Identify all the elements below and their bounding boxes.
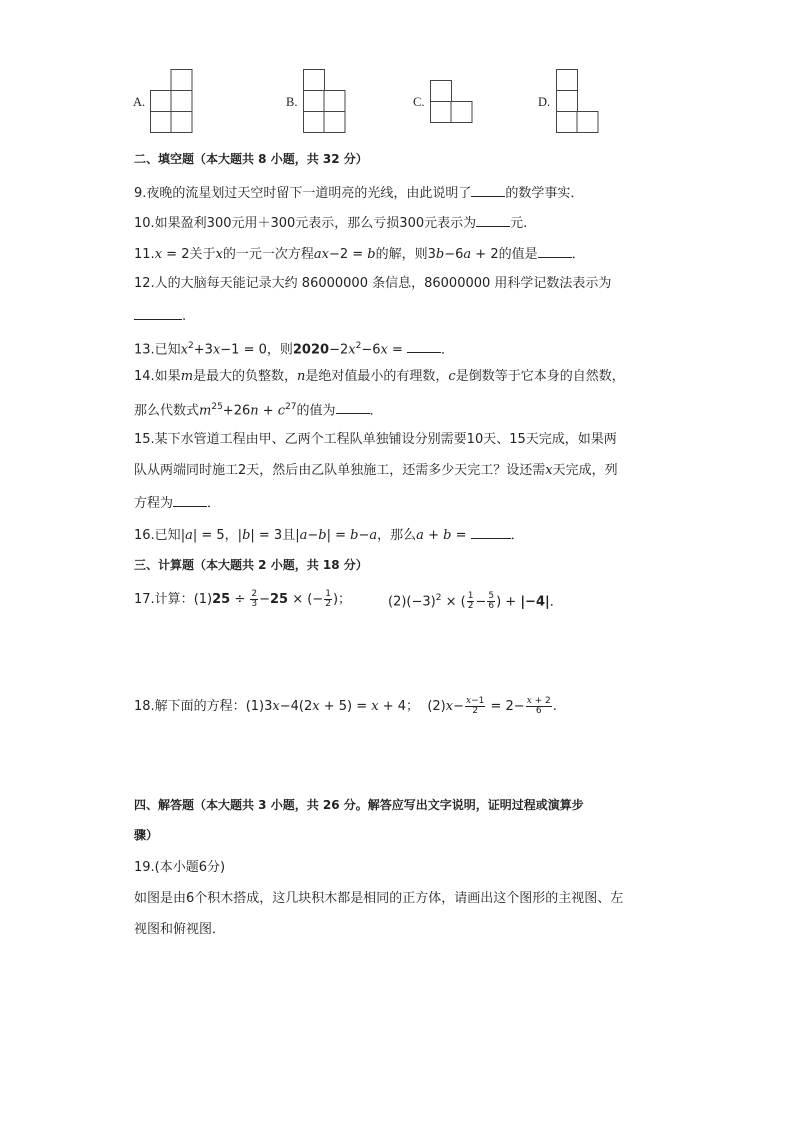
section-3-title: 三、计算题（本大题共 2 小题，共 18 分） xyxy=(134,558,368,572)
question-19-line2: 视图和俯视图． xyxy=(134,922,226,937)
question-12-answer: . xyxy=(134,307,186,325)
answer-blank xyxy=(471,526,511,539)
option-c-label: C. xyxy=(413,95,425,109)
section-4-title: 四、解答题（本大题共 3 小题，共 26 分。解答应写出文字说明，证明过程或演算步 xyxy=(134,798,584,812)
question-15: 15.某下水管道工程由甲、乙两个工程队单独铺设分别需要10天、15天完成，如果两 xyxy=(134,432,617,447)
question-12: 12.人的大脑每天能记录大约 86000000 条信息，86000000 用科学记数法表示为 xyxy=(134,276,612,291)
question-14: 14.如果m是最大的负整数，n是绝对值最小的有理数，c是倒数等于它本身的自然数， xyxy=(134,369,625,384)
answer-blank xyxy=(134,307,182,320)
question-11: 11.x = 2关于x的一元一次方程ax−2 = b的解，则3b−6a + 2的值是 ． xyxy=(134,247,585,262)
section-4-title-cont: 骤） xyxy=(134,828,159,842)
option-b-label: B. xyxy=(286,95,298,109)
question-16: 16.已知|a| = 5，|b| = 3且|a−b| = b−a，那么a + b = ． xyxy=(134,528,524,543)
answer-blank xyxy=(476,214,510,227)
question-19-head: 19.(本小题6分) xyxy=(134,860,226,875)
option-d-shape xyxy=(556,69,600,135)
question-13: 13.已知$x^2+3x-1 = 0$，则$2020-2x^2-6x$ = ． xyxy=(134,341,455,358)
question-19-line1: 如图是由6个积木搭成，这几块积木都是相同的正方体，请画出这个图形的主视图、左 xyxy=(134,891,624,906)
question-15-line3: 方程为 ． xyxy=(134,496,221,511)
question-15-line2: 队从两端同时施工2天，然后由乙队单独施工，还需多少天完工？设还需x天完成，列 xyxy=(134,463,618,478)
question-17: 17.计算：(1)25 ÷ $\frac{2}{3}$ −25 × (− $\frac{1}{2}$ )； xyxy=(134,589,352,609)
option-c-shape xyxy=(430,80,474,125)
answer-blank xyxy=(336,401,370,414)
option-a-label: A. xyxy=(133,95,146,109)
answer-blank xyxy=(538,245,572,258)
question-10: 10.如果盈利300元用＋300元表示，那么亏损300元表示为 元. xyxy=(134,216,528,231)
question-14-line2: 那么代数式$m^{25}+26n + c^{27}$的值为 ． xyxy=(134,402,383,419)
answer-blank xyxy=(407,340,441,353)
option-d-label: D. xyxy=(538,95,551,109)
answer-blank xyxy=(173,494,207,507)
answer-blank xyxy=(471,184,505,197)
option-b-shape xyxy=(303,69,347,135)
question-18: 18.解下面的方程：(1)3x−4(2x + 5) = x + 4； (2)x− $\frac{x-1}{2}$ = 2− $\frac{x + 2}{6}$ . xyxy=(134,696,557,716)
question-17-part2: $(2)(-3)^2$ × ( $\frac{1}{2}$ − $\frac{5}{6}$ ) + |−4|． xyxy=(388,591,563,612)
option-a-shape xyxy=(150,69,194,135)
section-2-title: 二、填空题（本大题共 8 小题，共 32 分） xyxy=(134,152,368,166)
question-9: 9.夜晚的流星划过天空时留下一道明亮的光线，由此说明了 的数学事实． xyxy=(134,186,584,201)
